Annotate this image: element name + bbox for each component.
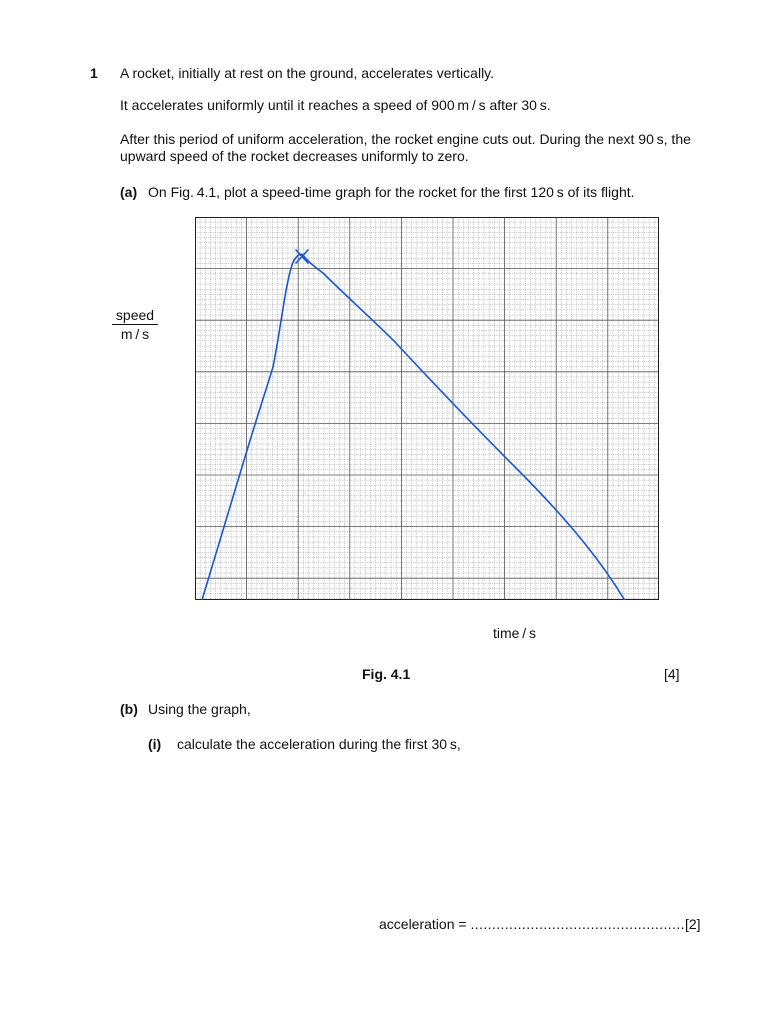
y-axis-label-quantity: speed bbox=[112, 307, 158, 325]
part-b-label: (b) bbox=[120, 701, 138, 717]
question-number: 1 bbox=[90, 65, 98, 81]
figure-caption: Fig. 4.1 bbox=[362, 666, 411, 682]
part-a-text: On Fig. 4.1, plot a speed-time graph for the rocket for the first 120 s of its flight. bbox=[148, 184, 635, 200]
question-line-2: It accelerates uniformly until it reaches a speed of 900 m / s after 30 s. bbox=[120, 97, 551, 113]
graph-paper bbox=[195, 217, 659, 600]
part-b-text: Using the graph, bbox=[148, 701, 251, 717]
grid-minor-lines bbox=[195, 217, 659, 600]
y-axis-label bbox=[112, 307, 158, 342]
part-b-i-marks: [2] bbox=[684, 916, 701, 932]
part-a-label: (a) bbox=[120, 184, 138, 200]
answer-blank[interactable]: .................................................. bbox=[470, 916, 685, 932]
part-b-i-label: (i) bbox=[148, 736, 162, 752]
question-line-3a: After this period of uniform acceleration, the rocket engine cuts out. During the next 90 s, the bbox=[120, 131, 691, 147]
part-b-i-text: calculate the acceleration during the first 30 s, bbox=[177, 736, 461, 752]
question-line-3b: upward speed of the rocket decreases uniformly to zero. bbox=[120, 148, 469, 164]
answer-label: acceleration = bbox=[379, 916, 471, 932]
answer-line bbox=[379, 916, 701, 932]
x-axis-label: time / s bbox=[493, 625, 536, 641]
part-a-marks: [4] bbox=[664, 666, 680, 682]
grid-minor-line bbox=[195, 217, 659, 600]
y-axis-label-unit: m / s bbox=[120, 326, 150, 342]
question-line-1: A rocket, initially at rest on the ground, accelerates vertically. bbox=[120, 65, 495, 81]
speed-time-curve bbox=[202, 254, 627, 600]
